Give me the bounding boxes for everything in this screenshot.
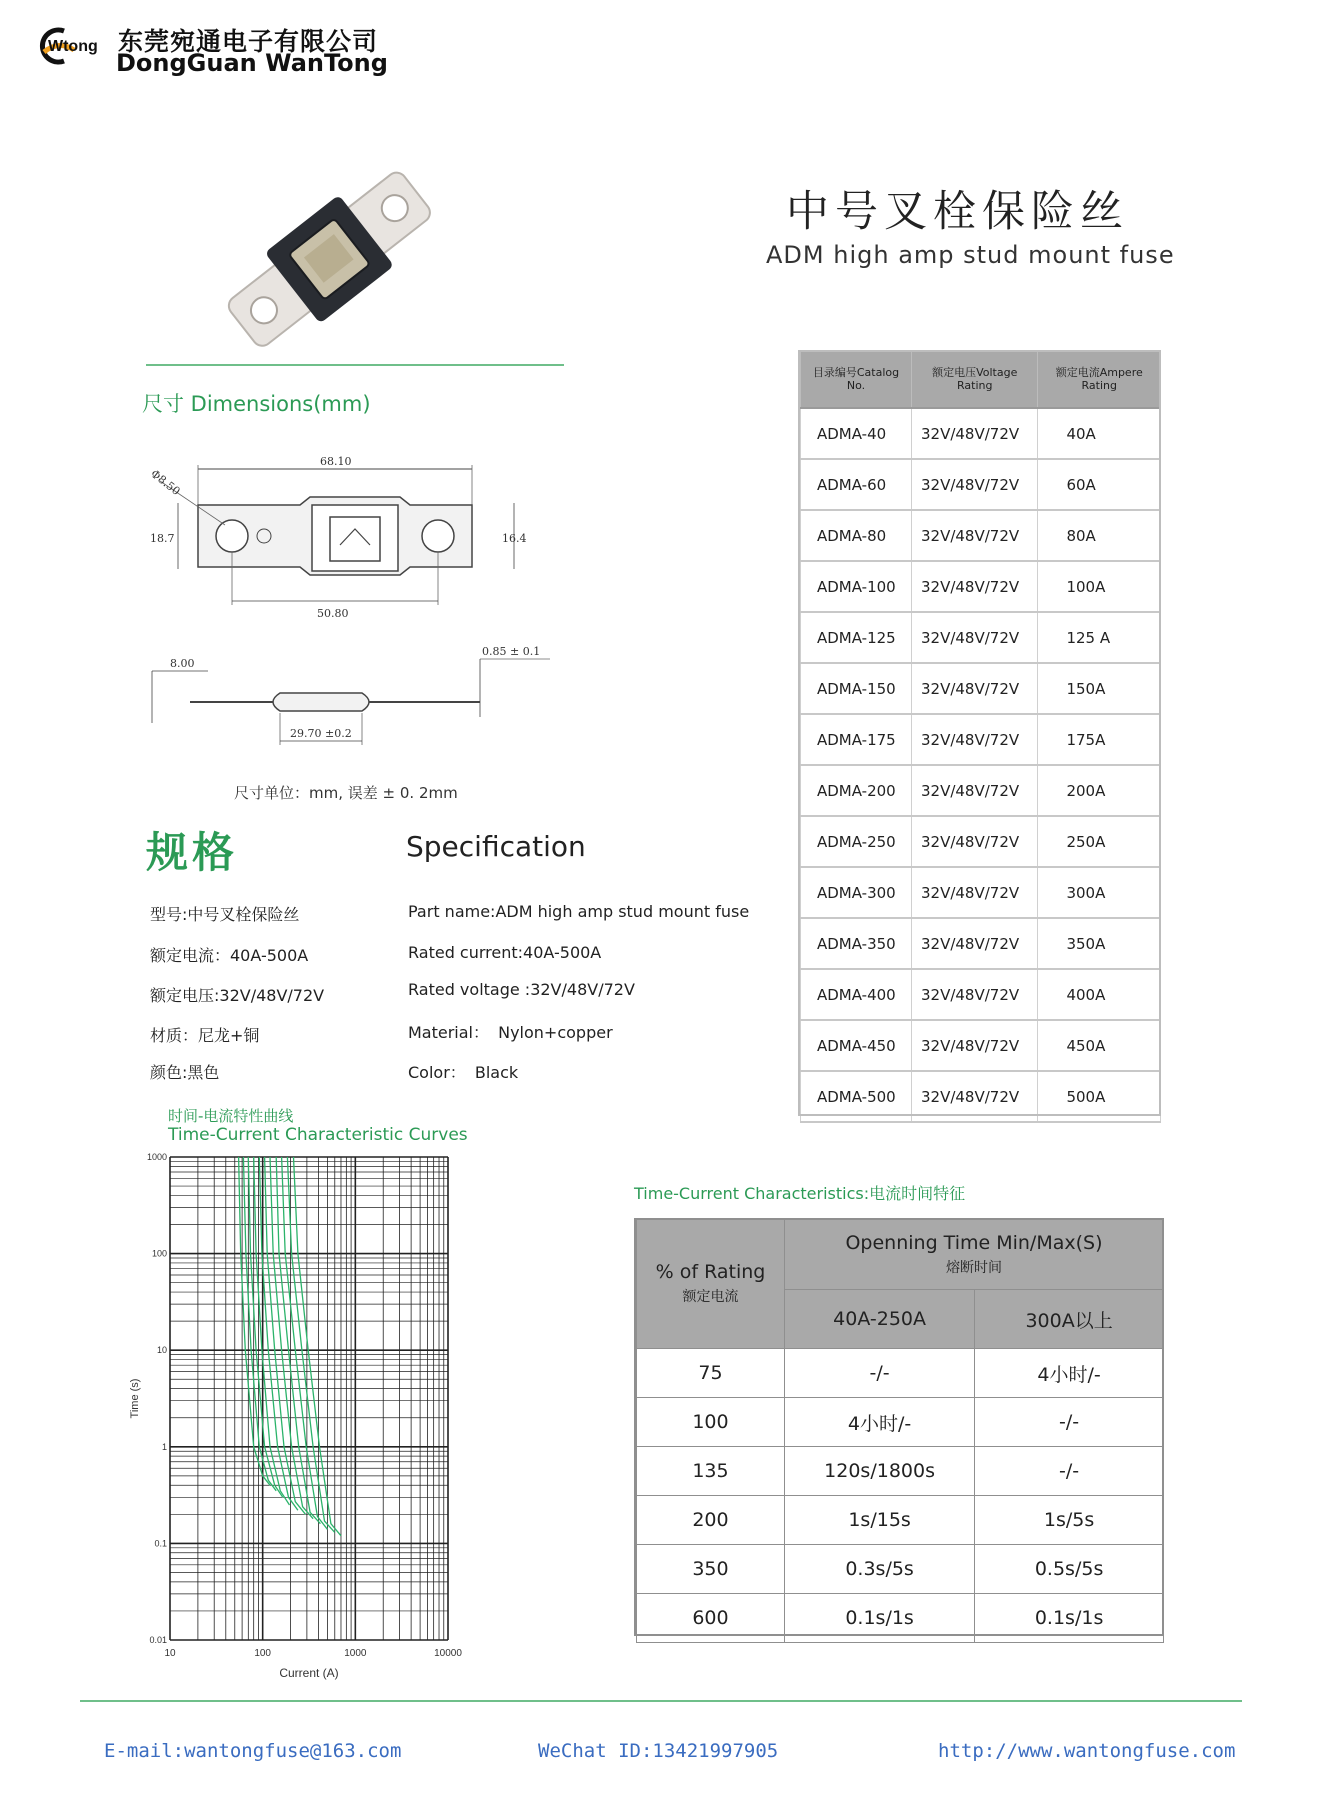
company-name-en: DongGuan WanTong <box>116 49 388 77</box>
y-tick-label: 1000 <box>146 1152 167 1162</box>
catalog-table-body <box>801 408 1161 1122</box>
tc-col-b-cell: 1s/5s <box>975 1496 1164 1545</box>
curve-title-cn: 时间-电流特性曲线 <box>168 1107 294 1125</box>
catalog-header-voltage: 额定电压Voltage Rating <box>911 351 1037 409</box>
tc-header-col-a: 40A-250A <box>784 1290 974 1349</box>
catalog-no-cell: ADMA-300 <box>801 867 912 918</box>
curve-series-line <box>294 1157 342 1536</box>
catalog-no-cell: ADMA-150 <box>801 663 912 714</box>
dimension-drawing <box>130 445 550 765</box>
dim-body-length-label: 29.70 ±0.2 <box>290 727 352 740</box>
dim-hole-label: Φ8.50 <box>148 467 183 498</box>
catalog-voltage-cell: 32V/48V/72V <box>911 612 1037 663</box>
tc-col-a-cell: 1s/15s <box>784 1496 974 1545</box>
dimension-unit-note: 尺寸单位：mm, 误差 ± 0. 2mm <box>234 784 458 802</box>
y-tick-label: 100 <box>151 1248 167 1259</box>
catalog-voltage-cell: 32V/48V/72V <box>911 1020 1037 1071</box>
catalog-row <box>801 969 1161 1020</box>
tc-rating-cell: 75 <box>637 1349 785 1398</box>
catalog-voltage-cell: 32V/48V/72V <box>911 714 1037 765</box>
catalog-voltage-cell: 32V/48V/72V <box>911 663 1037 714</box>
tc-rating-cell: 600 <box>637 1594 785 1643</box>
catalog-voltage-cell: 32V/48V/72V <box>911 918 1037 969</box>
spec-part-en: Part name:ADM high amp stud mount fuse <box>408 902 750 921</box>
spec-voltage-en: Rated voltage :32V/48V/72V <box>408 980 635 999</box>
product-title-cn: 中号叉栓保险丝 <box>786 187 1129 237</box>
catalog-row <box>801 867 1161 918</box>
catalog-voltage-cell: 32V/48V/72V <box>911 969 1037 1020</box>
catalog-no-cell: ADMA-80 <box>801 510 912 561</box>
catalog-row <box>801 816 1161 867</box>
tc-col-a-cell: -/- <box>784 1349 974 1398</box>
y-tick-label: 10 <box>156 1345 167 1356</box>
tc-table-body <box>637 1349 1164 1643</box>
curve-series-line <box>259 1157 298 1510</box>
y-tick-label: 0.1 <box>154 1538 167 1549</box>
catalog-row <box>801 918 1161 969</box>
catalog-row <box>801 1020 1161 1071</box>
catalog-row <box>801 714 1161 765</box>
tc-row <box>637 1545 1164 1594</box>
spec-color-key: Color： <box>408 1063 466 1082</box>
catalog-voltage-cell: 32V/48V/72V <box>911 561 1037 612</box>
spec-color-cn: 颜色:黑色 <box>150 1063 220 1082</box>
catalog-header-no: 目录编号Catalog No. <box>801 351 912 409</box>
dimensions-title: 尺寸 Dimensions(mm) <box>142 392 371 416</box>
catalog-no-cell: ADMA-250 <box>801 816 912 867</box>
catalog-table <box>800 350 1161 1123</box>
catalog-row <box>801 459 1161 510</box>
time-current-chart <box>120 1145 490 1690</box>
curve-series-line <box>282 1157 328 1529</box>
catalog-ampere-cell: 60A <box>1038 459 1161 510</box>
catalog-ampere-cell: 175A <box>1038 714 1161 765</box>
dim-left-height-label: 18.7 <box>150 532 175 545</box>
spec-current-cn: 额定电流：40A-500A <box>150 946 309 965</box>
catalog-row <box>801 408 1161 459</box>
catalog-no-cell: ADMA-500 <box>801 1071 912 1122</box>
catalog-ampere-cell: 200A <box>1038 765 1161 816</box>
catalog-ampere-cell: 80A <box>1038 510 1161 561</box>
x-tick-label: 100 <box>254 1648 272 1659</box>
tc-col-b-cell: -/- <box>975 1447 1164 1496</box>
spec-color-value: Black <box>474 1063 519 1082</box>
catalog-row <box>801 612 1161 663</box>
x-tick-label: 1000 <box>344 1648 367 1659</box>
spec-material-en <box>408 1020 613 1043</box>
tc-row <box>637 1349 1164 1398</box>
x-tick-label: 10000 <box>434 1648 462 1659</box>
spec-model-cn: 型号:中号叉栓保险丝 <box>150 905 300 924</box>
y-tick-label: 1 <box>161 1441 167 1452</box>
tc-row <box>637 1496 1164 1545</box>
catalog-ampere-cell: 100A <box>1038 561 1161 612</box>
tc-header-col-b: 300A以上 <box>975 1290 1164 1349</box>
spec-material-cn: 材质：尼龙+铜 <box>150 1026 260 1045</box>
footer-divider <box>80 1700 1242 1702</box>
catalog-no-cell: ADMA-400 <box>801 969 912 1020</box>
section-divider <box>146 364 564 366</box>
y-axis-label: Time (s) <box>129 1378 141 1419</box>
tc-row <box>637 1398 1164 1447</box>
tc-header-opening-en: Openning Time Min/Max(S) <box>845 1231 1103 1254</box>
catalog-row <box>801 765 1161 816</box>
dim-tab-width-label: 8.00 <box>170 657 195 670</box>
tc-row <box>637 1447 1164 1496</box>
catalog-ampere-cell: 400A <box>1038 969 1161 1020</box>
catalog-no-cell: ADMA-175 <box>801 714 912 765</box>
company-logo <box>34 26 100 66</box>
company-name-cn: 东莞宛通电子有限公司 <box>118 27 379 56</box>
catalog-no-cell: ADMA-350 <box>801 918 912 969</box>
spec-material-key: Material： <box>408 1023 490 1042</box>
spec-material-value: Nylon+copper <box>498 1023 613 1042</box>
catalog-row <box>801 561 1161 612</box>
tc-col-b-cell: 0.1s/1s <box>975 1594 1164 1643</box>
x-axis-label: Current (A) <box>279 1666 339 1680</box>
catalog-voltage-cell: 32V/48V/72V <box>911 816 1037 867</box>
catalog-ampere-cell: 300A <box>1038 867 1161 918</box>
tc-row <box>637 1594 1164 1643</box>
tc-col-a-cell: 0.1s/1s <box>784 1594 974 1643</box>
catalog-ampere-cell: 150A <box>1038 663 1161 714</box>
tc-col-a-cell: 120s/1800s <box>784 1447 974 1496</box>
tc-rating-cell: 135 <box>637 1447 785 1496</box>
catalog-no-cell: ADMA-200 <box>801 765 912 816</box>
catalog-ampere-cell: 40A <box>1038 408 1161 459</box>
tc-col-b-cell: 4小时/- <box>975 1349 1164 1398</box>
dim-thickness-label: 0.85 ± 0.1 <box>482 645 541 658</box>
catalog-ampere-cell: 125 A <box>1038 612 1161 663</box>
dim-right-height-label: 16.4 <box>502 532 527 545</box>
time-current-table <box>636 1218 1164 1643</box>
catalog-voltage-cell: 32V/48V/72V <box>911 1071 1037 1122</box>
tc-col-a-cell: 0.3s/5s <box>784 1545 974 1594</box>
fuse-product-image <box>205 150 455 370</box>
tc-table-caption: Time-Current Characteristics:电流时间特征 <box>634 1184 966 1203</box>
catalog-no-cell: ADMA-100 <box>801 561 912 612</box>
spec-voltage-cn: 额定电压:32V/48V/72V <box>150 986 325 1005</box>
catalog-no-cell: ADMA-450 <box>801 1020 912 1071</box>
tc-col-b-cell: 0.5s/5s <box>975 1545 1164 1594</box>
catalog-header-ampere: 额定电流Ampere Rating <box>1038 351 1161 409</box>
footer-wechat: WeChat ID:13421997905 <box>538 1740 779 1762</box>
tc-header-rating-cn: 额定电流 <box>682 1289 739 1305</box>
x-tick-label: 10 <box>164 1648 176 1659</box>
tc-header-rating <box>637 1219 785 1349</box>
dim-length-label: 68.10 <box>320 455 352 468</box>
catalog-ampere-cell: 450A <box>1038 1020 1161 1071</box>
specification-title-cn: 规格 <box>146 828 239 877</box>
catalog-no-cell: ADMA-125 <box>801 612 912 663</box>
tc-header-opening <box>784 1219 1163 1290</box>
tc-header-opening-cn: 熔断时间 <box>945 1259 1002 1276</box>
catalog-voltage-cell: 32V/48V/72V <box>911 510 1037 561</box>
tc-rating-cell: 100 <box>637 1398 785 1447</box>
catalog-no-cell: ADMA-60 <box>801 459 912 510</box>
catalog-no-cell: ADMA-40 <box>801 408 912 459</box>
catalog-voltage-cell: 32V/48V/72V <box>911 459 1037 510</box>
tc-rating-cell: 200 <box>637 1496 785 1545</box>
specification-title-en: Specification <box>406 830 586 863</box>
catalog-row <box>801 1071 1161 1122</box>
product-title-en: ADM high amp stud mount fuse <box>766 241 1175 269</box>
tc-col-a-cell: 4小时/- <box>784 1398 974 1447</box>
tc-rating-cell: 350 <box>637 1545 785 1594</box>
tc-header-rating-en: % of Rating <box>655 1261 766 1283</box>
catalog-ampere-cell: 350A <box>1038 918 1161 969</box>
curve-title-en: Time-Current Characteristic Curves <box>168 1125 468 1145</box>
footer-email[interactable]: E-mail:wantongfuse@163.com <box>104 1740 402 1762</box>
catalog-voltage-cell: 32V/48V/72V <box>911 408 1037 459</box>
footer-website[interactable]: http://www.wantongfuse.com <box>938 1740 1236 1762</box>
logo-text: Wtong <box>48 38 98 55</box>
spec-color-en <box>408 1060 518 1083</box>
catalog-row <box>801 510 1161 561</box>
catalog-ampere-cell: 500A <box>1038 1071 1161 1122</box>
curve-series-line <box>265 1157 306 1514</box>
tc-col-b-cell: -/- <box>975 1398 1164 1447</box>
y-tick-label: 0.01 <box>149 1635 167 1645</box>
dim-hole-spacing-label: 50.80 <box>317 607 349 620</box>
catalog-voltage-cell: 32V/48V/72V <box>911 867 1037 918</box>
catalog-ampere-cell: 250A <box>1038 816 1161 867</box>
catalog-voltage-cell: 32V/48V/72V <box>911 765 1037 816</box>
spec-current-en: Rated current:40A-500A <box>408 943 602 962</box>
catalog-row <box>801 663 1161 714</box>
